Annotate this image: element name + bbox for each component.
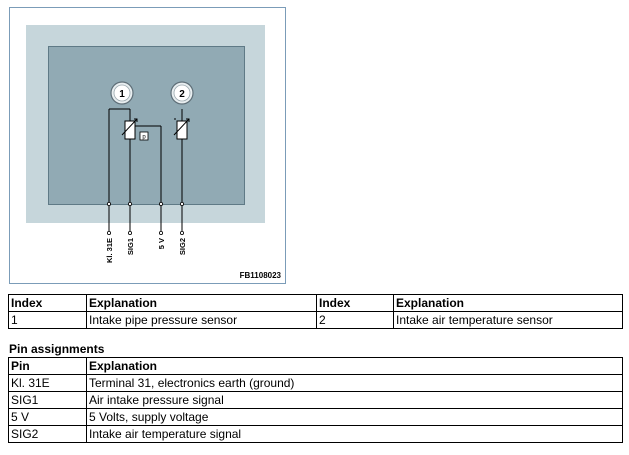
pin-cell: 5 V — [9, 409, 87, 426]
pin-explanation-header: Explanation — [87, 358, 623, 375]
explanation-cell: Intake pipe pressure sensor — [87, 312, 317, 329]
sensor-wiring-diagram — [9, 7, 286, 284]
table-row — [9, 375, 623, 392]
pin-table-header-row — [9, 358, 623, 375]
pin-explanation-cell: Intake air temperature signal — [87, 426, 623, 443]
pin-assignments-title: Pin assignments — [9, 342, 105, 356]
table-row — [9, 312, 623, 329]
pin-cell: SIG2 — [9, 426, 87, 443]
index-table-header-row — [9, 295, 623, 312]
pressure-p-symbol: p — [142, 134, 146, 141]
sensor-2-number: 2 — [179, 89, 185, 100]
pin-label-sig1: SIG1 — [126, 238, 135, 256]
sensor-1-badge — [111, 82, 133, 104]
pin-explanation-cell: Terminal 31, electronics earth (ground) — [87, 375, 623, 392]
pin-cell: SIG1 — [9, 392, 87, 409]
index-cell: 2 — [317, 312, 394, 329]
pin-explanation-cell: Air intake pressure signal — [87, 392, 623, 409]
index-header-1: Index — [9, 295, 87, 312]
pin-cell: Kl. 31E — [9, 375, 87, 392]
figure-code: FB1108023 — [239, 271, 281, 280]
sensor-2-badge — [171, 82, 193, 104]
pin-label-kl31e: Kl. 31E — [105, 238, 114, 264]
explanation-header-1: Explanation — [87, 295, 317, 312]
explanation-cell: Intake air temperature sensor — [394, 312, 623, 329]
index-cell: 1 — [9, 312, 87, 329]
table-row — [9, 426, 623, 443]
index-table — [8, 294, 623, 329]
pin-label-sig2: SIG2 — [178, 238, 187, 256]
pin-assignments-table — [8, 357, 623, 443]
sensor-1-number: 1 — [119, 89, 125, 100]
pressure-p-box — [140, 132, 148, 141]
table-row — [9, 409, 623, 426]
table-row — [9, 392, 623, 409]
pin-header: Pin — [9, 358, 87, 375]
index-header-2: Index — [317, 295, 394, 312]
explanation-header-2: Explanation — [394, 295, 623, 312]
pin-label-5v: 5 V — [157, 238, 166, 250]
pin-explanation-cell: 5 Volts, supply voltage — [87, 409, 623, 426]
